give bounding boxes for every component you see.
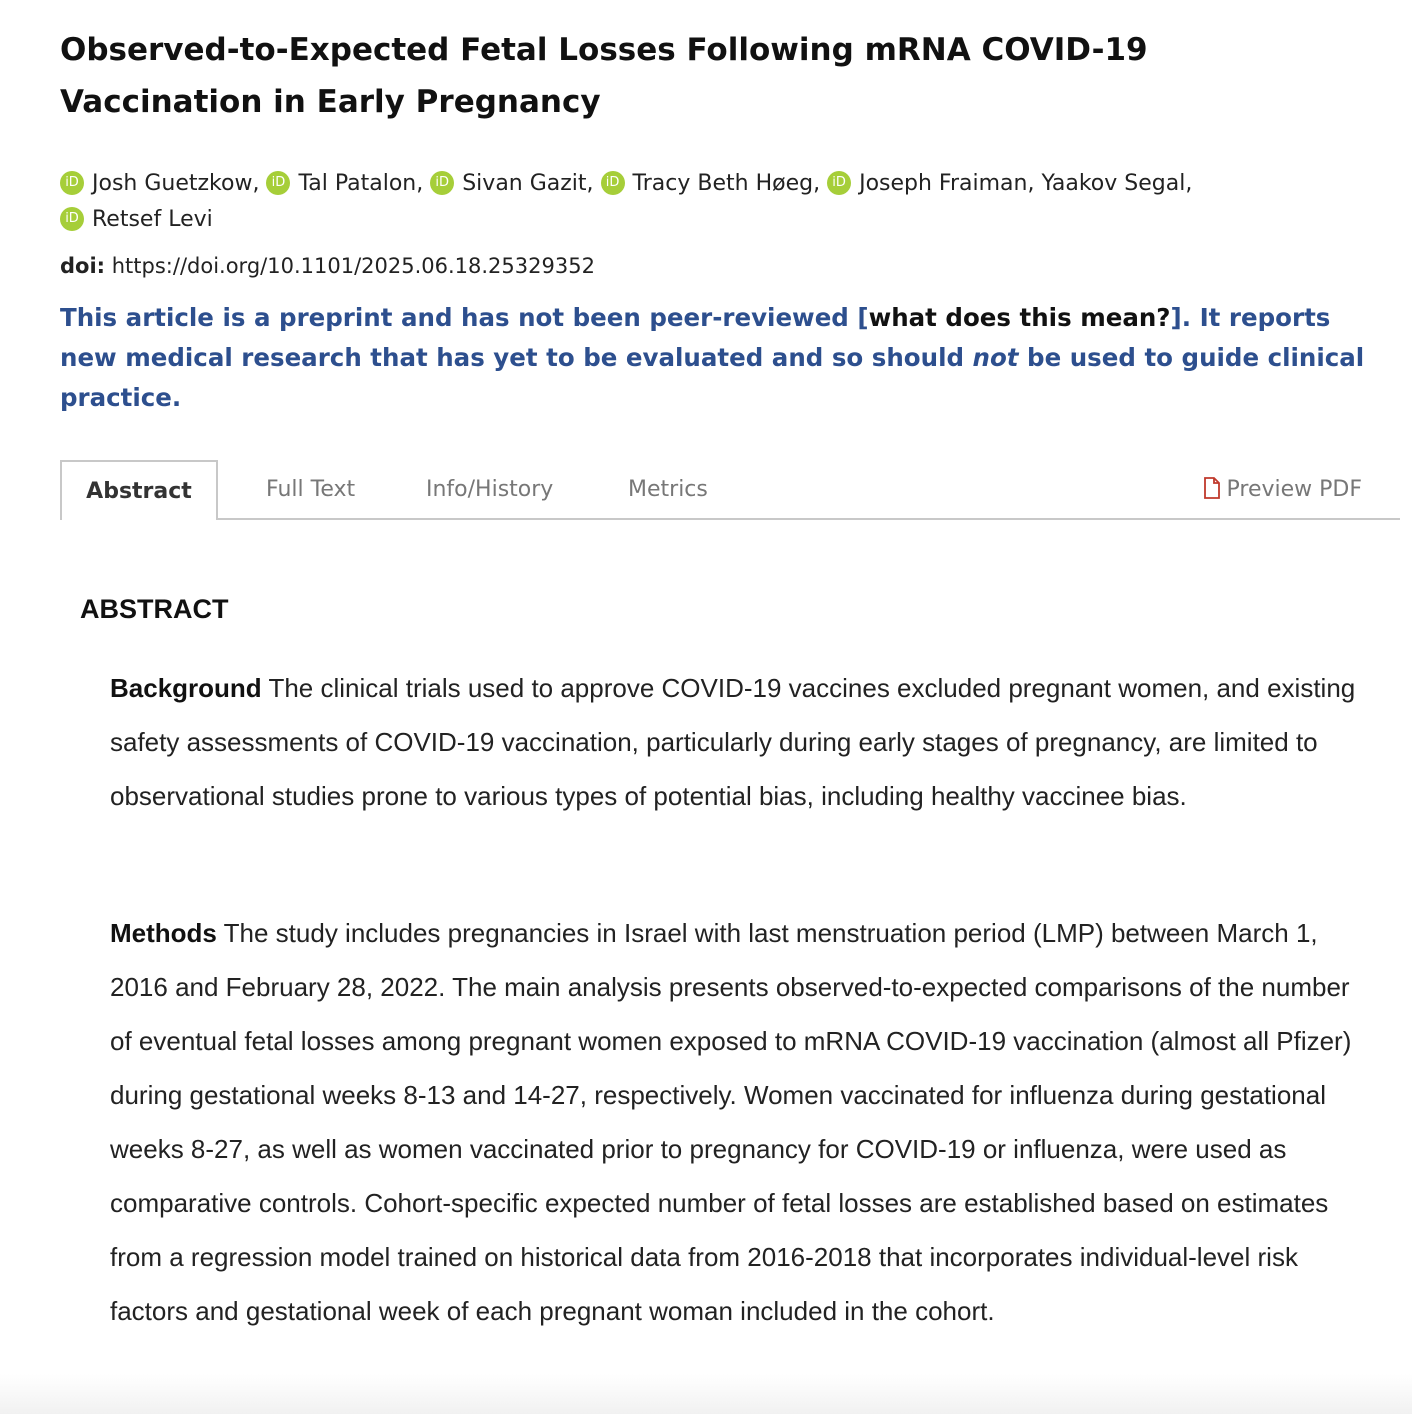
author-list bbox=[60, 166, 1380, 238]
orcid-icon[interactable]: iD bbox=[827, 171, 851, 195]
author-name[interactable]: Tracy Beth Høeg, bbox=[632, 171, 821, 196]
tab-info-history[interactable]: Info/History bbox=[426, 477, 554, 502]
tab-metrics[interactable]: Metrics bbox=[628, 477, 708, 502]
notice-text-2: ]. It reports new medical research that has yet to be evaluated and so should bbox=[60, 303, 1331, 372]
author-item[interactable] bbox=[827, 171, 1192, 196]
abstract-heading: ABSTRACT bbox=[80, 594, 229, 624]
preview-pdf-label: Preview PDF bbox=[1226, 477, 1362, 502]
doi-line bbox=[60, 248, 595, 284]
author-name[interactable]: Tal Patalon, bbox=[298, 171, 424, 196]
preprint-notice bbox=[60, 298, 1395, 418]
orcid-icon[interactable]: iD bbox=[60, 207, 84, 231]
author-item[interactable] bbox=[601, 171, 821, 196]
tab-full-text[interactable]: Full Text bbox=[266, 477, 356, 502]
bottom-fade bbox=[0, 1374, 1412, 1414]
preview-pdf-button[interactable] bbox=[1203, 460, 1363, 520]
orcid-icon[interactable]: iD bbox=[430, 171, 454, 195]
author-name[interactable]: Retsef Levi bbox=[92, 207, 213, 232]
notice-text-3: be used to guide clinical practice. bbox=[60, 343, 1365, 412]
author-item[interactable] bbox=[266, 171, 423, 196]
author-name[interactable]: Josh Guetzkow, bbox=[92, 171, 260, 196]
article-tabs bbox=[60, 460, 1400, 520]
notice-emphasis: not bbox=[972, 343, 1019, 372]
author-item[interactable] bbox=[60, 207, 213, 232]
background-text: The clinical trials used to approve COVID-19 vaccines excluded pregnant women, and existing safety assessments of COVID-19 vaccination, particularly during early stages of pregnancy, are limited to observational studies prone to various types of potential bias, including healthy vaccinee bias. bbox=[110, 673, 1356, 811]
author-item[interactable] bbox=[430, 171, 593, 196]
author-name[interactable]: Sivan Gazit, bbox=[462, 171, 594, 196]
orcid-icon[interactable]: iD bbox=[266, 171, 290, 195]
orcid-icon[interactable]: iD bbox=[60, 171, 84, 195]
orcid-icon[interactable]: iD bbox=[601, 171, 625, 195]
doi-label: doi: bbox=[60, 254, 106, 278]
tab-abstract[interactable]: Abstract bbox=[60, 460, 218, 520]
author-name[interactable]: Joseph Fraiman, Yaakov Segal, bbox=[859, 171, 1193, 196]
methods-label: Methods bbox=[110, 918, 217, 948]
background-label: Background bbox=[110, 673, 262, 703]
pdf-file-icon bbox=[1203, 477, 1227, 502]
article-title: Observed-to-Expected Fetal Losses Following mRNA COVID-19 Vaccination in Early Pregnancy bbox=[60, 32, 1148, 120]
abstract-methods bbox=[110, 906, 1360, 1338]
what-does-this-mean-link[interactable]: what does this mean? bbox=[868, 303, 1171, 332]
methods-text: The study includes pregnancies in Israel with last menstruation period (LMP) between March 1, 2016 and February 28, 2022. The main analysis presents observed-to-expected comparisons of the number of eventual fetal losses among pregnant women exposed to mRNA COVID-19 vaccination (almost all Pfizer) during gestational weeks 8-13 and 14-27, respectively. Women vaccinated for influenza during gestational weeks 8-27, as well as women vaccinated prior to pregnancy for COVID-19 or influenza, were used as comparative controls. Cohort-specific expected number of fetal losses are established based on estimates from a regression model trained on historical data from 2016-2018 that incorporates individual-level risk factors and gestational week of each pregnant woman included in the cohort. bbox=[110, 918, 1352, 1326]
doi-link[interactable]: https://doi.org/10.1101/2025.06.18.25329352 bbox=[111, 254, 595, 278]
author-item[interactable] bbox=[60, 171, 259, 196]
abstract-background bbox=[110, 661, 1360, 823]
notice-text-1: This article is a preprint and has not been peer-reviewed [ bbox=[60, 303, 869, 332]
